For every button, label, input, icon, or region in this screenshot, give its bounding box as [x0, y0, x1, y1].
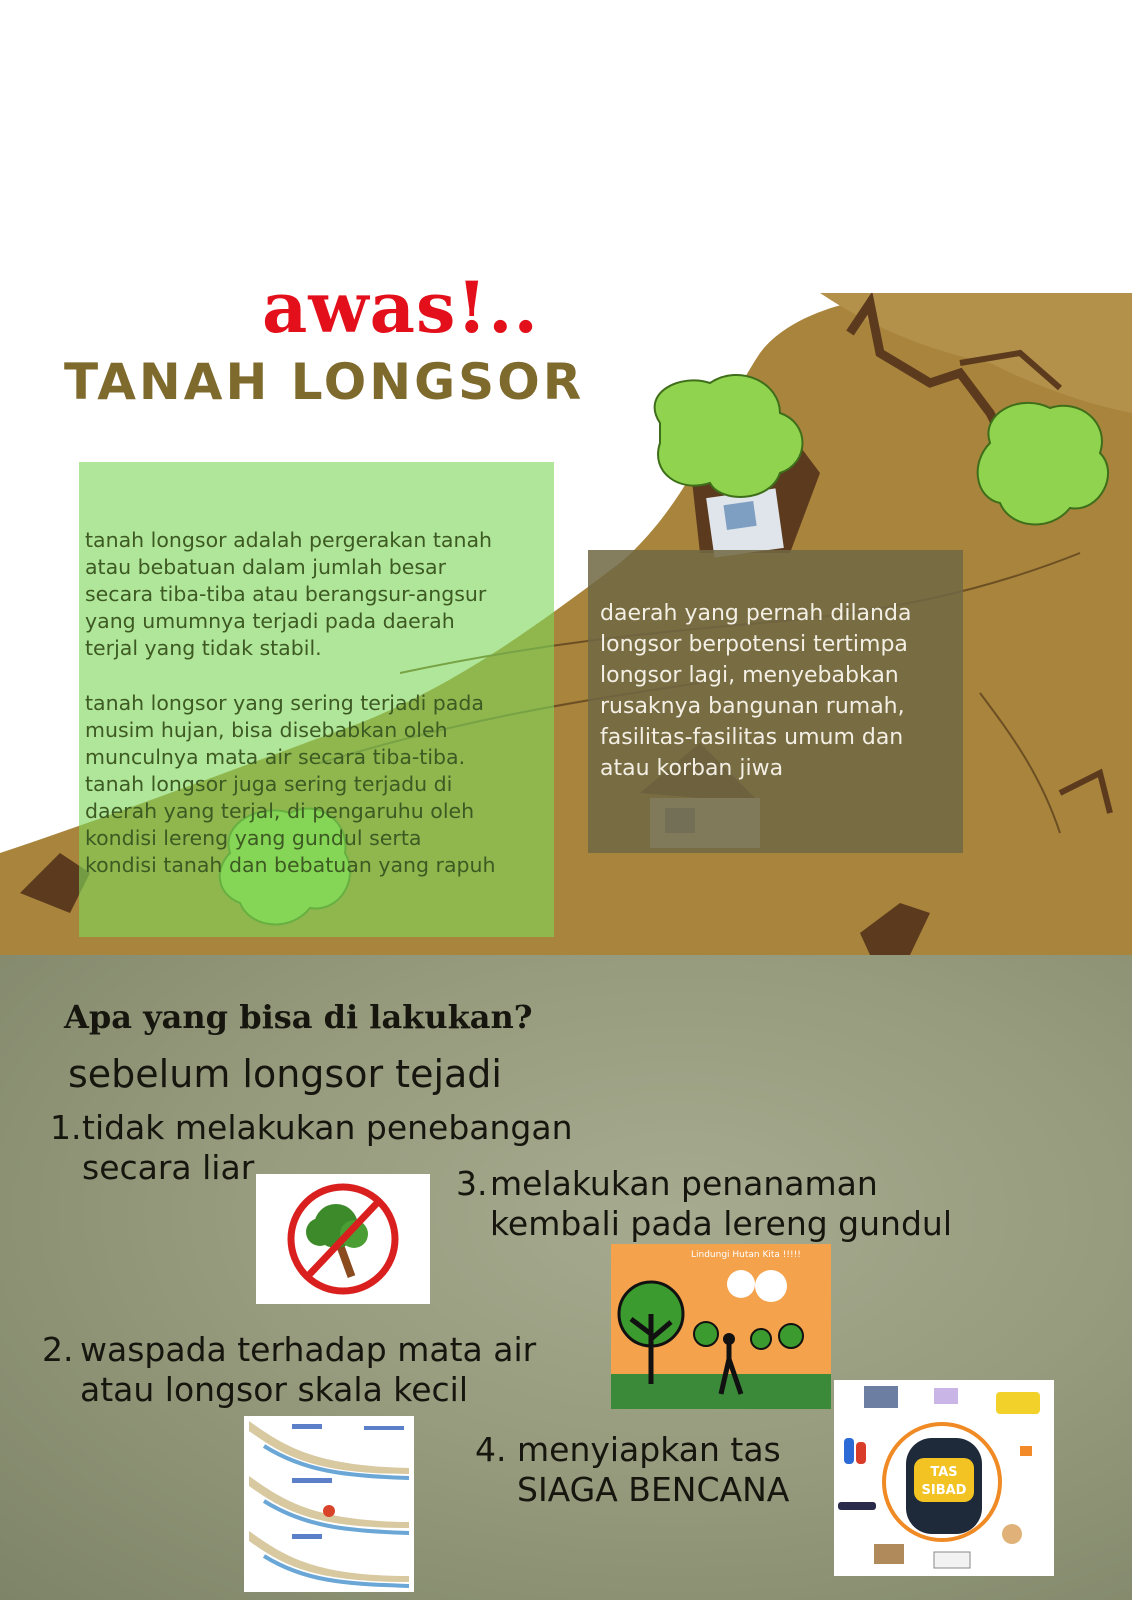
emergency-bag-icon	[834, 1380, 1054, 1576]
step-text: menyiapkan tas SIAGA BENCANA	[517, 1430, 790, 1509]
impact-paragraph: daerah yang pernah dilanda longsor berpotensi tertimpa longsor lagi, menyebabkan rusaknya bangunan rumah, fasilitas-fasilitas umum dan atau korban jiwa	[600, 601, 912, 781]
question-heading: Apa yang bisa di lakukan?	[64, 998, 533, 1036]
replanting-image	[611, 1244, 831, 1409]
step-text: tidak melakukan penebangan secara liar	[82, 1108, 573, 1187]
no-logging-icon	[256, 1174, 430, 1304]
bag-label-line2: SIBAD	[921, 1483, 967, 1498]
replanting-caption: Lindungi Hutan Kita !!!!!	[691, 1250, 801, 1260]
definition-paragraph: tanah longsor adalah pergerakan tanah atau bebatuan dalam jumlah besar secara tiba-tiba atau berangsur-angsur yang umumnya terjadi pada daerah terjal yang tidak stabil.	[85, 528, 493, 660]
landslide-diagram-image	[244, 1416, 414, 1592]
step-text: waspada terhadap mata air atau longsor skala kecil	[80, 1330, 537, 1409]
step-number: 2.	[42, 1330, 74, 1369]
step-number: 1.	[50, 1108, 82, 1147]
definition-box	[79, 462, 554, 937]
step-text: melakukan penanaman kembali pada lereng gundul	[490, 1164, 952, 1243]
title-exclaim: awas!..	[262, 266, 539, 349]
impact-box	[588, 550, 963, 853]
emergency-bag-image	[834, 1380, 1054, 1576]
causes-paragraph: tanah longsor yang sering terjadi pada musim hujan, bisa disebabkan oleh munculnya mata air secara tiba-tiba. tanah longsor juga sering terjadu di daerah yang terjal, di pengaruhu oleh kondisi lereng yang gundul serta kondisi tanah dan bebatuan yang rapuh	[85, 691, 496, 877]
no-logging-image	[256, 1174, 430, 1304]
landslide-diagram-icon	[244, 1416, 414, 1592]
step-number: 4.	[475, 1430, 507, 1469]
bag-label-line1: TAS	[930, 1465, 958, 1480]
step-number: 3.	[456, 1164, 488, 1203]
planting-trees-icon	[611, 1244, 831, 1409]
before-landslide-heading: sebelum longsor tejadi	[68, 1052, 502, 1096]
page-title: TANAH LONGSOR	[64, 353, 585, 411]
